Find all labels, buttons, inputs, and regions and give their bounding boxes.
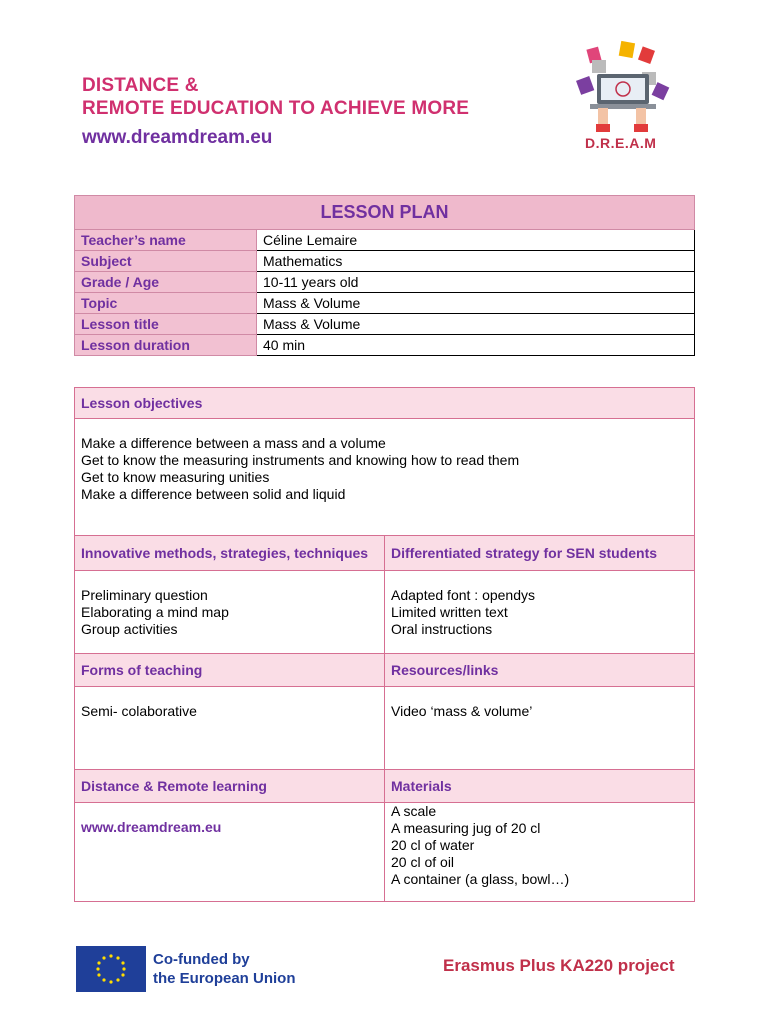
lesson-plan-table [74,195,695,356]
dream-logo-text: D.R.E.A.M [585,135,657,151]
row-label: Teacher’s name [75,230,257,251]
methods-heading: Innovative methods, strategies, techniques [75,536,385,571]
lesson-details-table [74,387,695,902]
eu-flag-icon [76,946,146,992]
row-label: Lesson title [75,314,257,335]
table-row [75,251,695,272]
list-item: Limited written text [391,604,508,620]
resources-value: Video ‘mass & volume’ [385,687,695,770]
header-title-line1: DISTANCE & [82,75,199,96]
table-row [75,314,695,335]
list-item: 20 cl of oil [391,854,455,870]
row-value: Céline Lemaire [257,230,695,251]
distance-link[interactable]: www.dreamdream.eu [81,819,222,835]
cofunded-text [153,950,296,988]
forms-heading: Forms of teaching [75,654,385,687]
row-label: Grade / Age [75,272,257,293]
list-item: A scale [391,803,437,819]
table-row [75,230,695,251]
list-item: Preliminary question [81,587,208,603]
list-item: Make a difference between a mass and a volume [81,435,386,451]
header-url-link[interactable]: www.dreamdream.eu [82,127,273,148]
row-value: 40 min [257,335,695,356]
row-value: Mathematics [257,251,695,272]
table-row [75,335,695,356]
lesson-plan-heading: LESSON PLAN [75,196,695,230]
list-item: Oral instructions [391,621,493,637]
list-item: Make a difference between solid and liquid [81,486,346,502]
list-item: Get to know the measuring instruments and knowing how to read them [81,452,520,468]
row-label: Topic [75,293,257,314]
list-item: Get to know measuring unities [81,469,270,485]
list-item: A measuring jug of 20 cl [391,820,541,836]
row-value: Mass & Volume [257,314,695,335]
materials-heading: Materials [385,770,695,803]
row-label: Lesson duration [75,335,257,356]
table-row [75,293,695,314]
objectives-heading: Lesson objectives [75,388,695,419]
row-label: Subject [75,251,257,272]
cofunded-line1: Co-funded by [153,951,250,968]
methods-list [75,571,385,654]
cofunded-line2: the European Union [153,970,296,987]
erasmus-project-text: Erasmus Plus KA220 project [443,956,675,975]
list-item: A container (a glass, bowl…) [391,871,570,887]
resources-heading: Resources/links [385,654,695,687]
table-row [75,272,695,293]
list-item: Elaborating a mind map [81,604,229,620]
row-value: 10-11 years old [257,272,695,293]
header-title [82,74,469,120]
header-title-line2: REMOTE EDUCATION TO ACHIEVE MORE [82,98,470,119]
list-item: 20 cl of water [391,837,475,853]
list-item: Group activities [81,621,178,637]
forms-value: Semi- colaborative [75,687,385,770]
objectives-list [75,419,695,536]
row-value: Mass & Volume [257,293,695,314]
distance-cell [75,803,385,902]
sen-list [385,571,695,654]
distance-heading: Distance & Remote learning [75,770,385,803]
list-item: Adapted font : opendys [391,587,535,603]
sen-heading: Differentiated strategy for SEN students [385,536,695,571]
materials-list [385,803,695,902]
